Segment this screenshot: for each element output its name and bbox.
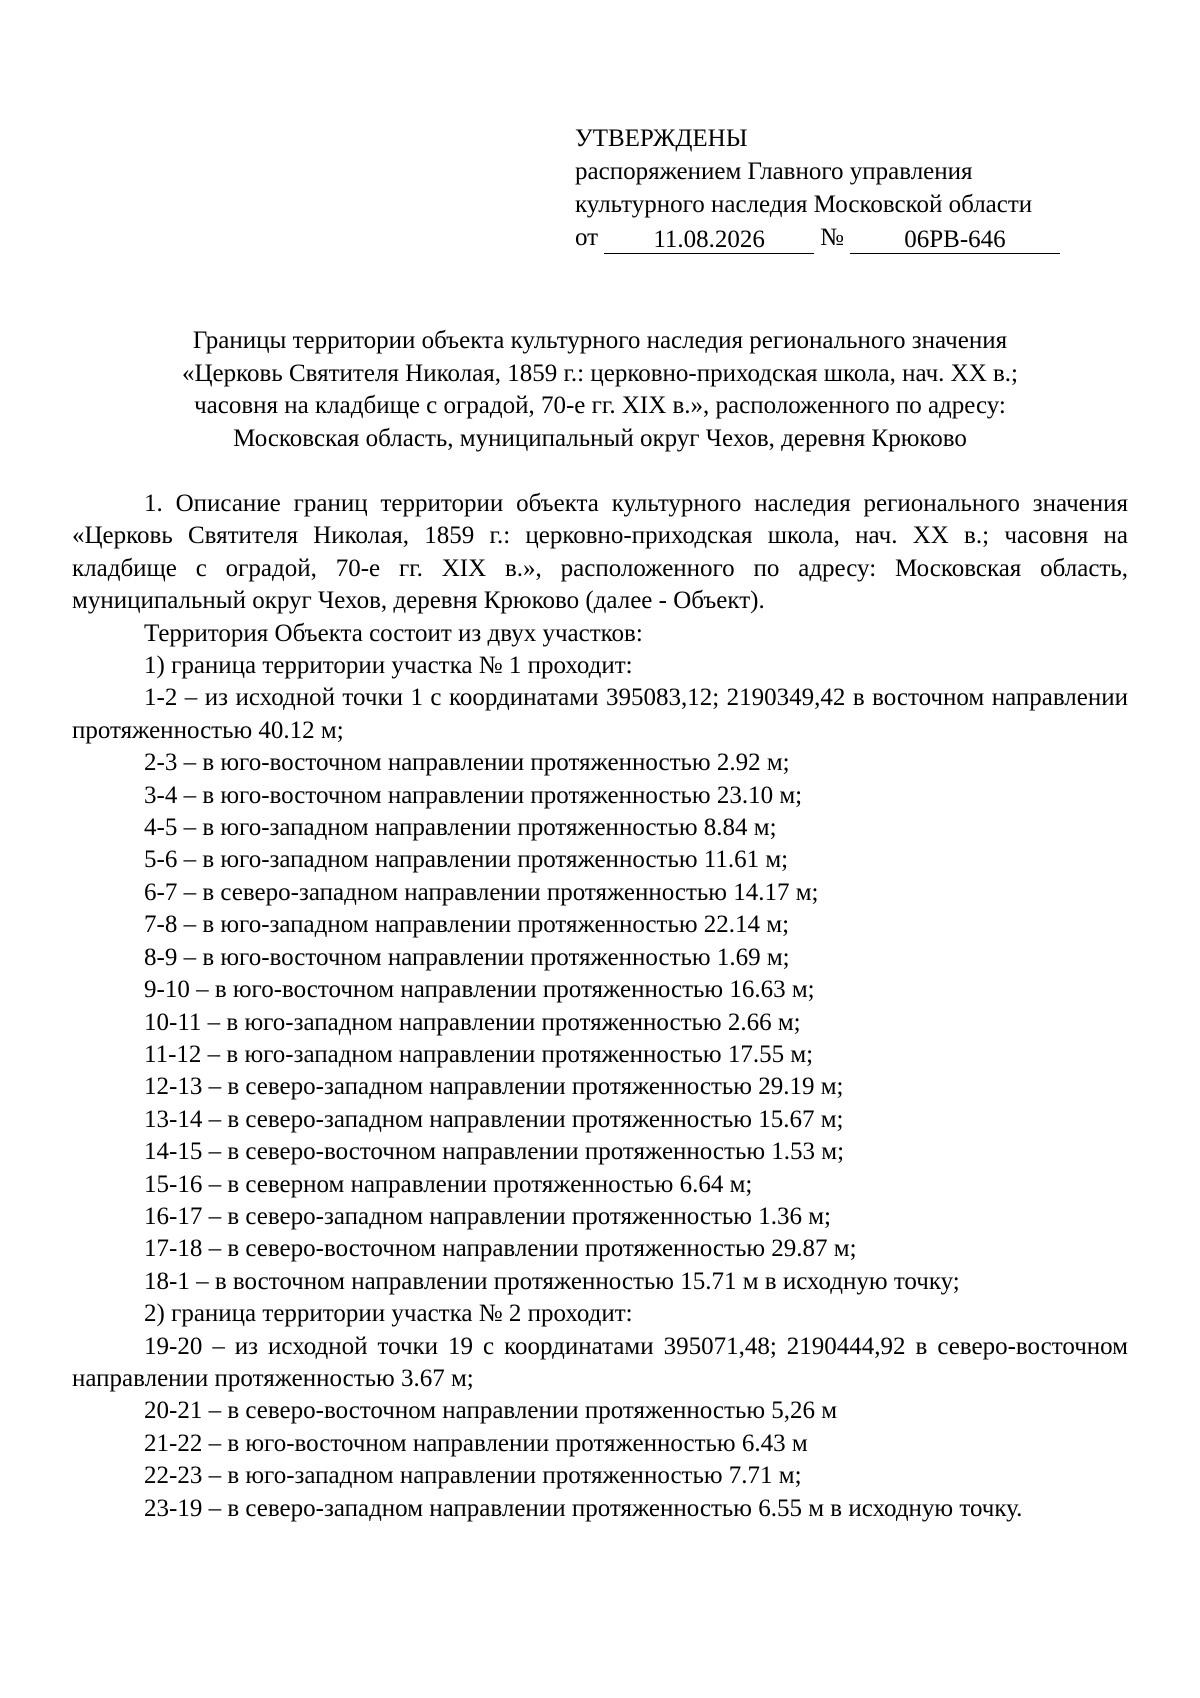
section-2-segments <box>72 1395 1128 1525</box>
boundary-segment: 3-4 – в юго-восточном направлении протяженностью 23.10 м; <box>144 781 803 809</box>
boundary-segment: 4-5 – в юго-западном направлении протяженностью 8.84 м; <box>144 814 777 842</box>
document-title <box>72 325 1128 455</box>
consists-line: Территория Объекта состоит из двух участков: <box>144 619 643 647</box>
title-line-3: часовня на кладбище с оградой, 70-е гг. XIX в.», расположенного по адресу: <box>194 392 1006 419</box>
document-body <box>72 488 1128 1525</box>
title-line-1: Границы территории объекта культурного наследия регионального значения <box>192 327 1008 354</box>
number-label: № <box>820 224 844 251</box>
boundary-segment: 12-13 – в северо-западном направлении протяженностью 29.19 м; <box>144 1073 844 1101</box>
boundary-segment: 21-22 – в юго-восточном направлении протяженностью 6.43 м <box>144 1429 808 1457</box>
boundary-segment: 10-11 – в юго-западном направлении протяженностью 2.66 м; <box>144 1008 801 1036</box>
from-label: от <box>575 224 599 251</box>
boundary-segment: 22-23 – в юго-западном направлении протяженностью 7.71 м; <box>144 1462 802 1490</box>
boundary-segment: 8-9 – в юго-восточном направлении протяженностью 1.69 м; <box>144 943 790 971</box>
approval-date: 11.08.2026 <box>604 227 814 254</box>
boundary-segment: 23-19 – в северо-западном направлении протяженностью 6.55 м в исходную точку. <box>144 1494 1023 1522</box>
title-line-4: Московская область, муниципальный округ Чехов, деревня Крюково <box>233 424 967 452</box>
intro-paragraph: 1. Описание границ территории объекта культурного наследия регионального значения «Церковь Святителя Николая, 1859 г.: церковно-приходская школа, нач. XX в.; часовня на кладбище с оградой, 70-е гг. XIX в.», расположенного по адресу: Московская область, муниципальный округ Чехов, деревня Крюково (далее - Объект). <box>72 490 1128 615</box>
boundary-segment: 15-16 – в северном направлении протяженностью 6.64 м; <box>144 1170 753 1198</box>
boundary-segment: 14-15 – в северо-восточном направлении протяженностью 1.53 м; <box>144 1138 845 1166</box>
approval-line-2: культурного наследия Московской области <box>575 191 1033 218</box>
boundary-segment: 18-1 – в восточном направлении протяженностью 15.71 м в исходную точку; <box>144 1267 960 1295</box>
section-1-heading: 1) граница территории участка № 1 проходит: <box>144 652 633 680</box>
approval-line-1: распоряжением Главного управления <box>575 158 973 185</box>
boundary-segment: 5-6 – в юго-западном направлении протяженностью 11.61 м; <box>144 846 789 874</box>
section-1-first-segment: 1-2 – из исходной точки 1 с координатами 395083,12; 2190349,42 в восточном направлении протяженностью 40.12 м; <box>72 684 1128 744</box>
section-2-heading: 2) граница территории участка № 2 проходит: <box>144 1300 633 1328</box>
boundary-segment: 11-12 – в юго-западном направлении протяженностью 17.55 м; <box>144 1040 814 1068</box>
boundary-segment: 17-18 – в северо-восточном направлении протяженностью 29.87 м; <box>144 1235 857 1263</box>
approval-number: 06РВ-646 <box>850 227 1060 254</box>
boundary-segment: 13-14 – в северо-западном направлении протяженностью 15.67 м; <box>144 1105 844 1133</box>
boundary-segment: 9-10 – в юго-восточном направлении протяженностью 16.63 м; <box>144 976 815 1004</box>
boundary-segment: 20-21 – в северо-восточном направлении протяженностью 5,26 м <box>144 1397 838 1425</box>
approval-heading: УТВЕРЖДЕНЫ <box>575 125 748 152</box>
boundary-segment: 2-3 – в юго-восточном направлении протяженностью 2.92 м; <box>144 749 790 777</box>
section-1-segments <box>72 747 1128 1298</box>
boundary-segment: 6-7 – в северо-западном направлении протяженностью 14.17 м; <box>144 878 819 906</box>
approval-block <box>575 122 1115 254</box>
title-line-2: «Церковь Святителя Николая, 1859 г.: церковно-приходская школа, нач. XX в.; <box>181 359 1018 387</box>
boundary-segment: 7-8 – в юго-западном направлении протяженностью 22.14 м; <box>144 911 790 939</box>
approval-date-line <box>575 221 1115 254</box>
boundary-segment: 16-17 – в северо-западном направлении протяженностью 1.36 м; <box>144 1202 831 1230</box>
section-2-first-segment: 19-20 – из исходной точки 19 с координатами 395071,48; 2190444,92 в северо-восточном направлении протяженностью 3.67 м; <box>72 1332 1128 1392</box>
